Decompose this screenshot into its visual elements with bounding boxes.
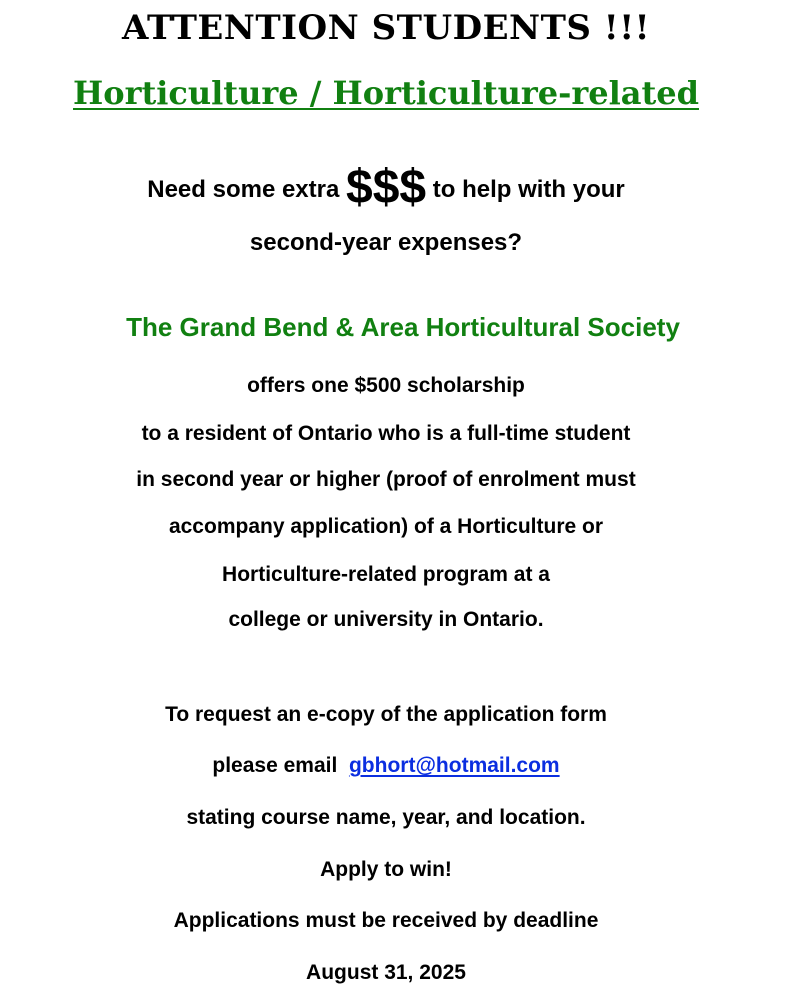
detail-line: accompany application) of a Horticulture or — [168, 515, 604, 538]
detail-line: offers one $500 scholarship — [247, 374, 525, 397]
detail-line: college or university in Ontario. — [228, 608, 544, 631]
email-prefix: please email — [212, 754, 349, 777]
page-title: ATTENTION STUDENTS !!! — [121, 8, 651, 48]
email-line — [0, 754, 772, 778]
email-link[interactable]: gbhort@hotmail.com — [348, 754, 560, 777]
request-details-line: stating course name, year, and location. — [186, 806, 586, 829]
request-line: To request an e-copy of the application form — [165, 703, 607, 726]
deadline-date: August 31, 2025 — [306, 961, 466, 984]
page-subtitle: Horticulture / Horticulture-related — [73, 74, 699, 112]
detail-line: in second year or higher (proof of enrolment must — [136, 468, 636, 491]
question-text-after: to help with your — [426, 176, 625, 203]
detail-line: Horticulture-related program at a — [222, 563, 550, 586]
society-name: The Grand Bend & Area Horticultural Society — [126, 312, 680, 342]
question-line-2: second-year expenses? — [249, 229, 523, 256]
detail-line: to a resident of Ontario who is a full-time student — [141, 422, 631, 445]
deadline-label: Applications must be received by deadline — [173, 909, 599, 932]
question-text-before: Need some extra — [147, 176, 346, 203]
apply-text: Apply to win! — [320, 858, 452, 881]
question-line-1 — [0, 160, 772, 215]
dollar-signs: $$$ — [346, 161, 427, 214]
